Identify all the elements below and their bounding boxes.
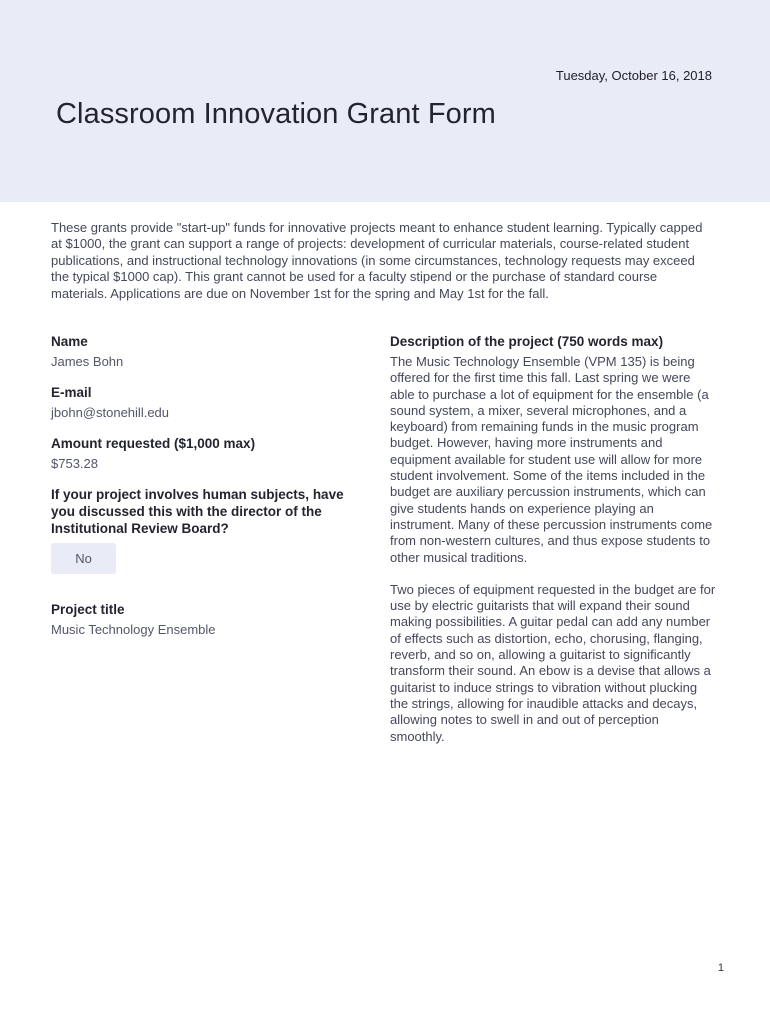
irb-label: If your project involves human subjects, have you discussed this with the director of the Institutional Review Board? <box>51 487 344 536</box>
amount-field <box>51 435 371 486</box>
description-paragraph: The Music Technology Ensemble (VPM 135) is being offered for the first time this fall. Last spring we were able to purchase a lot of equipment for the ensemble (a sound system, a mixer, several microphones, and a keyboard) from remaining funds in the music program budget. However, having more instruments and equipment available for student use will allow for more student involvement. Some of the items included in the budget are auxiliary percussion instruments, which can give students hands on experience playing an instrument. Many of these percussion instruments come from non-western cultures, and thus expose students to other musical traditions. <box>390 354 713 565</box>
name-label: Name <box>51 334 88 349</box>
email-field <box>51 384 371 435</box>
description-paragraph: Two pieces of equipment requested in the budget are for use by electric guitarists that will expand their sound making possibilities. A guitar pedal can add any number of effects such as distortion, echo, chorusing, flanging, reverb, and so on, allowing a guitarist to significantly transform their sound. An ebow is a devise that allows a guitarist to induce strings to vibration without plucking the strings, allowing for inaudible attacks and decays, allowing notes to swell in and out of perception smoothly. <box>390 581 716 744</box>
irb-field <box>51 486 371 574</box>
page-number: 1 <box>717 962 724 974</box>
name-value: James Bohn <box>51 354 124 369</box>
amount-value: $753.28 <box>51 456 98 471</box>
page-title: Classroom Innovation Grant Form <box>56 98 496 130</box>
project-title-value: Music Technology Ensemble <box>51 622 216 637</box>
project-title-field <box>51 601 371 638</box>
email-label: E-mail <box>51 385 92 400</box>
intro-paragraph: These grants provide "start-up" funds for innovative projects meant to enhance student learning. Typically capped at $1000, the grant can support a range of projects: development of curricular materials, course-related student publications, and instructional technology innovations (in some circumstances, technology requests may exceed the typical $1000 cap). This grant cannot be used for a faculty stipend or the purchase of standard course materials. Applications are due on November 1st for the spring and May 1st for the fall. <box>51 220 703 301</box>
name-field <box>51 333 371 384</box>
project-title-label: Project title <box>51 602 125 617</box>
right-column <box>390 333 716 745</box>
description-body <box>390 354 716 745</box>
irb-answer-badge: No <box>51 543 116 574</box>
form-date: Tuesday, October 16, 2018 <box>555 68 712 83</box>
description-label: Description of the project (750 words max) <box>390 334 664 349</box>
amount-label: Amount requested ($1,000 max) <box>51 436 256 451</box>
left-column <box>51 333 371 638</box>
email-value: jbohn@stonehill.edu <box>51 405 170 420</box>
header-band <box>0 0 770 202</box>
